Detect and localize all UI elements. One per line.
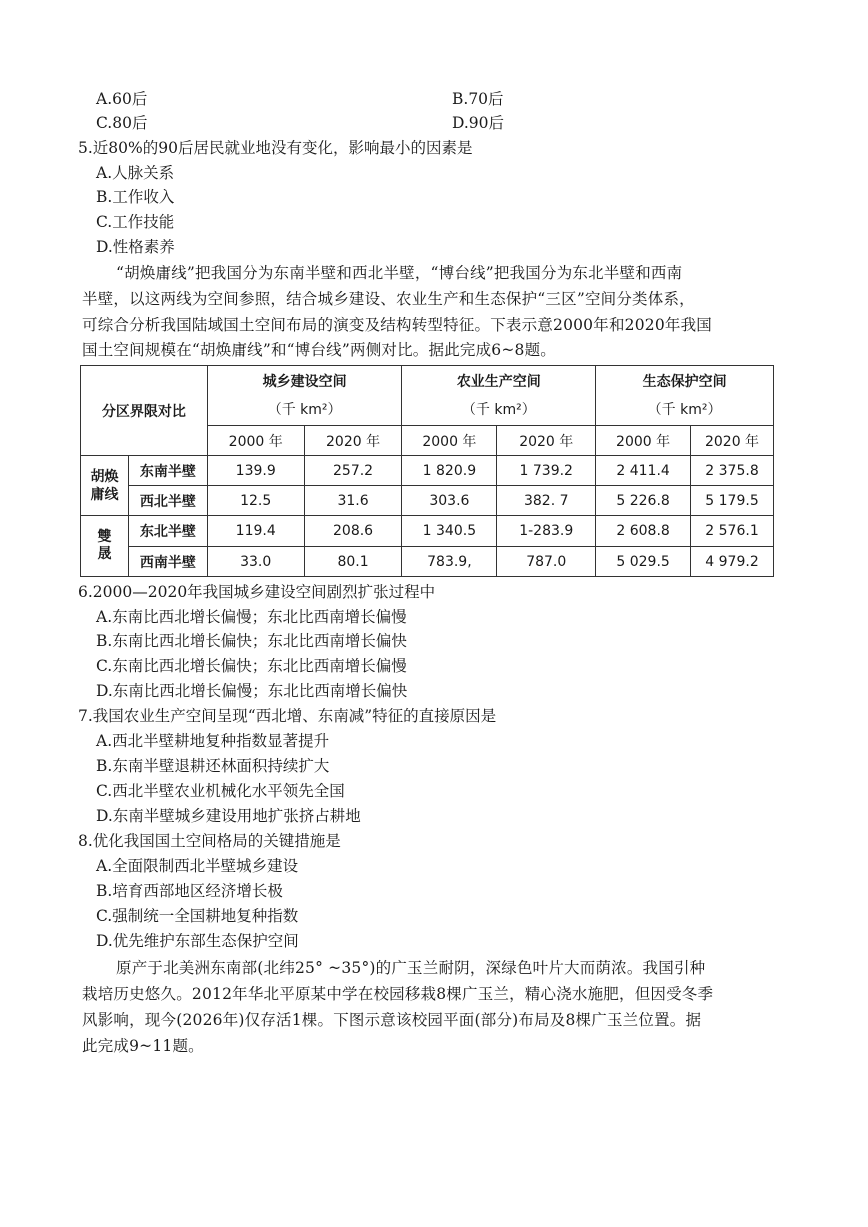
q5-option-d: D.性格素养 <box>96 238 175 256</box>
table-cell: 2 608.8 <box>596 516 691 547</box>
land-space-table <box>80 365 774 577</box>
year-header: 2000 年 <box>402 426 497 456</box>
table-cell: 5 029.5 <box>596 547 691 577</box>
table-cell: 1 739.2 <box>497 456 596 486</box>
q6-option-c: C.东南比西北增长偏快；东北比西南增长偏慢 <box>96 657 407 675</box>
group-header-urban: 城乡建设空间 （千 km²） <box>207 366 402 426</box>
table-cell: 31.6 <box>304 486 402 516</box>
intro-9-11-line-1: 原产于北美洲东南部(北纬25° ~35°)的广玉兰耐阴，深绿色叶片大而荫浓。我国引种 <box>116 959 706 977</box>
q8-option-b: B.培育西部地区经济增长极 <box>96 882 283 900</box>
q5-option-b: B.工作收入 <box>96 188 175 206</box>
q7-option-c: C.西北半壁农业机械化水平领先全国 <box>96 782 345 800</box>
q7-option-a: A.西北半壁耕地复种指数显著提升 <box>96 732 330 750</box>
table-cell: 257.2 <box>304 456 402 486</box>
year-header: 2020 年 <box>304 426 402 456</box>
q4-option-c: C.80后 <box>96 114 148 132</box>
q5-stem: 5.近80%的90后居民就业地没有变化，影响最小的因素是 <box>78 139 473 157</box>
table-cell: 1 820.9 <box>402 456 497 486</box>
intro-9-11-line-3: 风影响，现今(2026年)仅存活1棵。下图示意该校园平面(部分)布局及8棵广玉兰位置。据 <box>82 1011 702 1029</box>
table-cell: 139.9 <box>207 456 304 486</box>
q4-option-d: D.90后 <box>452 114 505 132</box>
q6-option-a: A.东南比西北增长偏慢；东北比西南增长偏慢 <box>96 608 407 626</box>
table-row <box>81 516 774 547</box>
table-cell: 1 340.5 <box>402 516 497 547</box>
q8-option-c: C.强制统一全国耕地复种指数 <box>96 907 299 925</box>
q5-option-a: A.人脉关系 <box>96 164 175 182</box>
table-cell: 2 375.8 <box>691 456 774 486</box>
table-row <box>81 547 774 577</box>
intro-6-8-line-1: “胡焕庸线”把我国分为东南半壁和西北半壁，“博台线”把我国分为东北半壁和西南 <box>116 264 683 282</box>
q6-stem: 6.2000—2020年我国城乡建设空间剧烈扩张过程中 <box>78 583 436 601</box>
table-cell: 4 979.2 <box>691 547 774 577</box>
table-cell: 787.0 <box>497 547 596 577</box>
q7-option-b: B.东南半壁退耕还林面积持续扩大 <box>96 757 330 775</box>
table-cell: 382. 7 <box>497 486 596 516</box>
q7-option-d: D.东南半壁城乡建设用地扩张挤占耕地 <box>96 807 361 825</box>
table-cell: 5 226.8 <box>596 486 691 516</box>
intro-9-11-line-4: 此完成9~11题。 <box>82 1037 204 1055</box>
q6-option-d: D.东南比西北增长偏慢；东北比西南增长偏快 <box>96 682 408 700</box>
table-corner-header: 分区界限对比 <box>81 366 208 456</box>
q8-stem: 8.优化我国国土空间格局的关键措施是 <box>78 832 341 850</box>
q4-option-a: A.60后 <box>96 90 148 108</box>
table-cell: 5 179.5 <box>691 486 774 516</box>
table-cell: 208.6 <box>304 516 402 547</box>
row-label: 西北半壁 <box>128 486 207 516</box>
group-header-eco: 生态保护空间 （千 km²） <box>596 366 774 426</box>
line-label-botai: 雙晟 <box>81 516 129 577</box>
q8-option-a: A.全面限制西北半壁城乡建设 <box>96 857 299 875</box>
intro-9-11-line-2: 栽培历史悠久。2012年华北平原某中学在校园移栽8棵广玉兰，精心浇水施肥，但因受冬季 <box>82 985 714 1003</box>
intro-6-8-line-3: 可综合分析我国陆域国土空间布局的演变及结构转型特征。下表示意2000年和2020年我国 <box>82 316 712 334</box>
q5-option-c: C.工作技能 <box>96 213 175 231</box>
table-row <box>81 486 774 516</box>
table-cell: 80.1 <box>304 547 402 577</box>
table-row <box>81 456 774 486</box>
group-header-agri: 农业生产空间 （千 km²） <box>402 366 596 426</box>
table-cell: 12.5 <box>207 486 304 516</box>
line-label-huhuanyong: 胡焕庸线 <box>81 456 129 516</box>
table-cell: 119.4 <box>207 516 304 547</box>
year-header: 2020 年 <box>691 426 774 456</box>
q4-option-b: B.70后 <box>452 90 504 108</box>
table-cell: 1-283.9 <box>497 516 596 547</box>
table-cell: 2 576.1 <box>691 516 774 547</box>
q6-option-b: B.东南比西北增长偏快；东北比西南增长偏快 <box>96 632 407 650</box>
intro-6-8-line-4: 国土空间规模在“胡焕庸线”和“博台线”两侧对比。据此完成6~8题。 <box>82 341 557 359</box>
row-label: 东南半壁 <box>128 456 207 486</box>
row-label: 西南半壁 <box>128 547 207 577</box>
year-header: 2000 年 <box>207 426 304 456</box>
row-label: 东北半壁 <box>128 516 207 547</box>
year-header: 2000 年 <box>596 426 691 456</box>
table-cell: 33.0 <box>207 547 304 577</box>
year-header: 2020 年 <box>497 426 596 456</box>
q7-stem: 7.我国农业生产空间呈现“西北增、东南减”特征的直接原因是 <box>78 707 497 725</box>
table-cell: 783.9, <box>402 547 497 577</box>
intro-6-8-line-2: 半壁，以这两线为空间参照，结合城乡建设、农业生产和生态保护“三区”空间分类体系， <box>82 290 695 308</box>
table-cell: 303.6 <box>402 486 497 516</box>
q8-option-d: D.优先维护东部生态保护空间 <box>96 932 299 950</box>
table-cell: 2 411.4 <box>596 456 691 486</box>
